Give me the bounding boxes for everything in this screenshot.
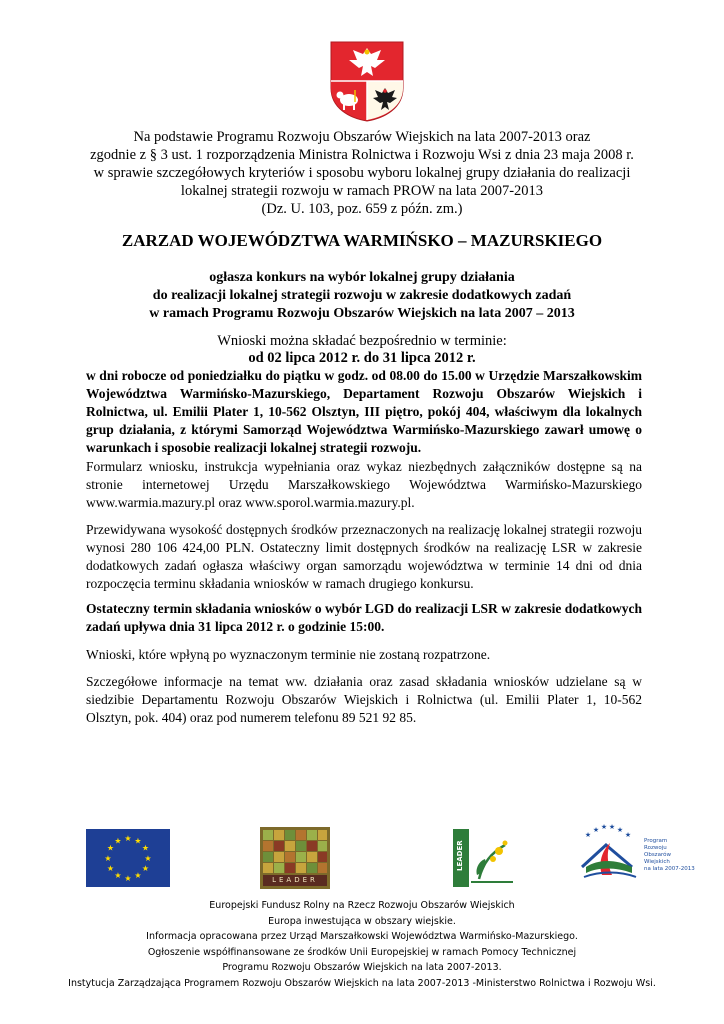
announcement-lines [80, 269, 644, 323]
svg-text:★: ★ [124, 874, 132, 883]
svg-text:★: ★ [134, 836, 142, 846]
footer-line: Ogłoszenie współfinansowane ze środków Unii Europejskiej w ramach Pomocy Technicznej [147, 946, 577, 958]
svg-text:★: ★ [141, 864, 150, 873]
svg-text:★: ★ [141, 843, 150, 853]
leader-mosaic-label: LEADER [272, 876, 318, 884]
footer-line: Europejski Fundusz Rolny na Rzecz Rozwoju Obszarów Wiejskich [209, 900, 515, 911]
svg-text:★: ★ [104, 854, 112, 863]
page-title: ZARZAD WOJEWÓDZTWA WARMIŃSKO – MAZURSKIEGO [121, 231, 603, 250]
svg-text:★: ★ [584, 831, 592, 839]
announcement-line: ogłasza konkurs na wybór lokalnej grupy działania [209, 270, 515, 285]
intro-line: Na podstawie Programu Rozwoju Obszarów Wiejskich na lata 2007-2013 oraz [133, 129, 591, 145]
contact-info-paragraph: Szczegółowe informacje na temat ww. działania oraz zasad składania wniosków udzielane są w siedzibie Departamentu Rozwoju Obszarów Wiejskich i Rolnictwa (ul. Emilii Plater 1, 10-562 Olsztyn, pok. 404) oraz pod numerem telefonu 89 521 92 85. [86, 674, 642, 725]
announcement-line: do realizacji lokalnej strategii rozwoju w zakresie dodatkowych zadań [152, 288, 572, 303]
intro-line: (Dz. U. 103, poz. 659 z późn. zm.) [261, 201, 463, 217]
svg-text:★: ★ [144, 854, 152, 863]
svg-text:★: ★ [114, 871, 122, 880]
prow-logo-line: na lata 2007-2013 [644, 866, 695, 872]
prow-logo-text [644, 838, 704, 873]
intro-line: lokalnej strategii rozwoju w ramach PROW na lata 2007-2013 [180, 183, 544, 199]
prow-logo-line: Wiejskich [644, 859, 670, 865]
svg-text:★: ★ [608, 823, 616, 831]
prow-logo-icon [576, 823, 640, 885]
final-deadline-paragraph: Ostateczny termin składania wniosków o wybór LGD do realizacji LSR w zakresie dodatkowych zadań upływa dnia 31 lipca 2012 r. o godzinie 15:00. [86, 601, 642, 634]
funds-paragraph: Przewidywana wysokość dostępnych środków przeznaczonych na realizację lokalnej strategii rozwoju wynosi 280 106 424,00 PLN. Ostateczny limit dostępnych środków na realizację LSR w zakresie dodatkowych zadań ogłasza właściwy organ samorządu województwa w terminie 14 dni od dnia rozpoczęcia terminu składania wniosków w ramach drugiego konkursu. [86, 522, 642, 591]
deadline-dates: od 02 lipca 2012 r. do 31 lipca 2012 r. [248, 350, 476, 366]
svg-text:★: ★ [106, 864, 115, 873]
footer-line: Instytucja Zarządzająca Programem Rozwoju Obszarów Wiejskich na lata 2007-2013 -Ministerstwo Rolnictwa i Rozwoju Wsi. [68, 977, 656, 989]
eu-flag-icon [86, 829, 170, 887]
late-submissions-paragraph: Wnioski, które wpłyną po wyznaczonym terminie nie zostaną rozpatrzone. [86, 647, 491, 662]
coat-of-arms-icon [329, 40, 405, 122]
svg-text:★: ★ [624, 831, 632, 839]
svg-text:★: ★ [600, 823, 608, 831]
prow-logo-line: Obszarów [644, 852, 671, 858]
prow-logo-line: Rozwoju [644, 845, 667, 851]
announcement-line: w ramach Programu Rozwoju Obszarów Wiejskich na lata 2007 – 2013 [149, 306, 575, 321]
footer-line: Informacja opracowana przez Urząd Marszałkowski Województwa Warmińsko-Mazurskiego. [146, 931, 578, 942]
svg-text:★: ★ [106, 843, 115, 853]
leader-vertical-label: LEADER [456, 840, 464, 871]
footer [40, 898, 684, 991]
footer-line: Europa inwestująca w obszary wiejskie. [268, 915, 456, 927]
intro-line: zgodnie z § 3 ust. 1 rozporządzenia Ministra Rolnictwa i Rozwoju Wsi z dnia 23 maja 2008 r. [90, 147, 634, 163]
svg-text:★: ★ [134, 871, 142, 880]
forms-paragraph: Formularz wniosku, instrukcja wypełniania oraz wykaz niezbędnych załączników dostępne są na stronie internetowej Urzędu Marszałkowskiego Województwa Warmińsko-Mazurskiego www.warmia.mazury.pl oraz www.sporol.warmia.mazury.pl. [86, 459, 642, 510]
deadline-details: w dni robocze od poniedziałku do piątku w godz. od 08.00 do 15.00 w Urzędzie Marszałkowskim Województwa Warmińsko-Mazurskiego, Departament Rozwoju Obszarów Wiejskich i Rolnictwa, ul. Emilii Plater 1, 10-562 Olsztyn, III piętro, pokój 404, właściwym dla lokalnych grup działania, z którymi Samorząd Województwa Warmińsko-Mazurskiego zawarł umowę o warunkach i sposobie realizacji lokalnej strategii rozwoju. [86, 368, 642, 455]
footer-line: Programu Rozwoju Obszarów Wiejskich na lata 2007-2013. [222, 962, 502, 973]
legal-basis [80, 128, 644, 218]
svg-text:★: ★ [124, 834, 132, 843]
intro-line: w sprawie szczegółowych kryteriów i sposobu wyboru lokalnej grupy działania do realizacji [93, 165, 631, 181]
svg-text:★: ★ [114, 836, 122, 846]
svg-text:★: ★ [616, 826, 624, 834]
deadline-intro: Wnioski można składać bezpośrednio w terminie: [217, 333, 507, 349]
prow-logo-line: Program [644, 838, 668, 844]
svg-text:★: ★ [592, 826, 600, 834]
